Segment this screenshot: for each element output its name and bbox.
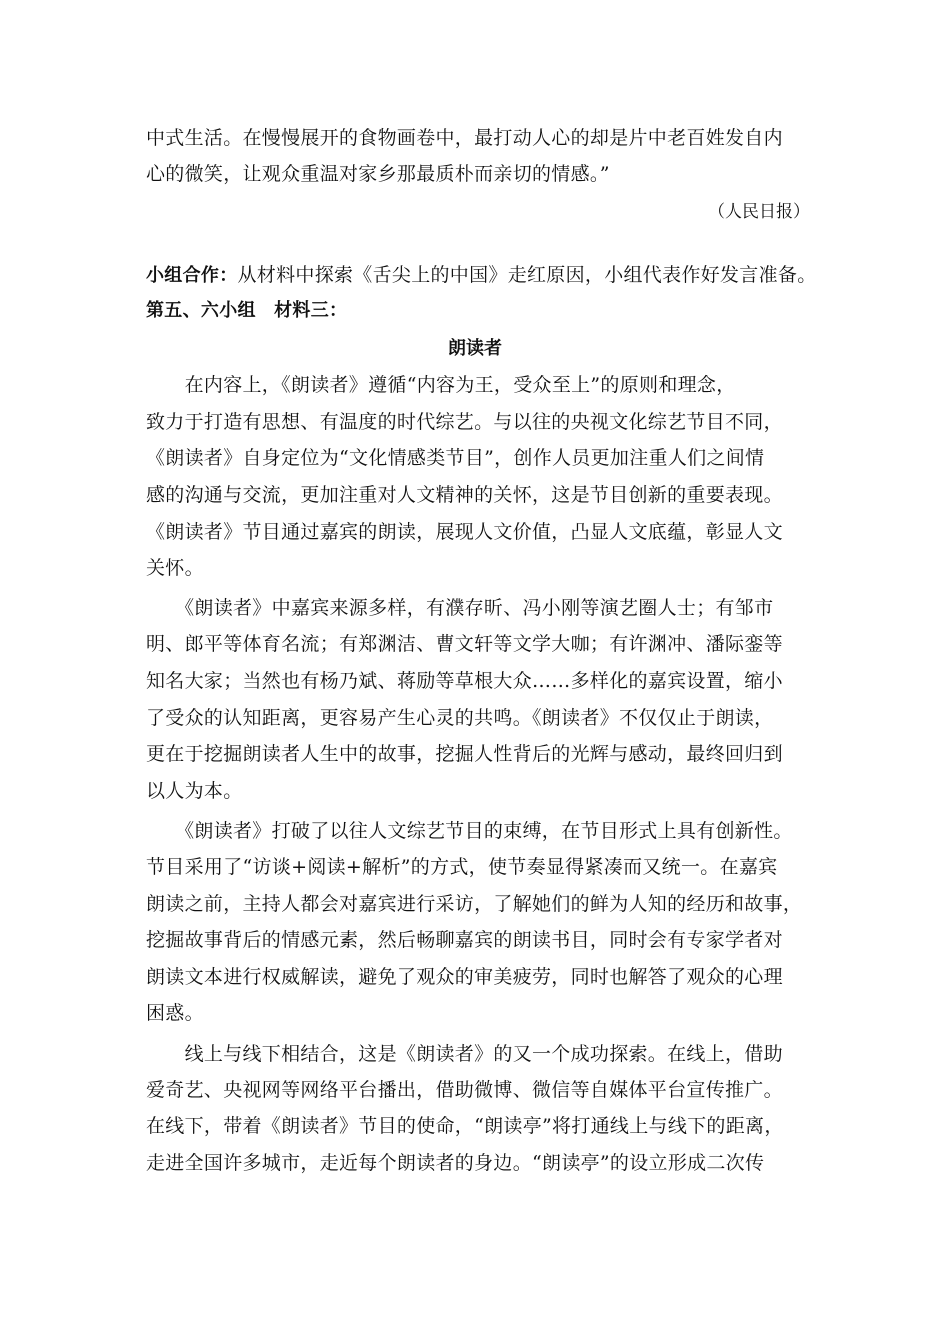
body-line: 在线下，带着《朗读者》节目的使命，“朗读亭”将打通线上与线下的距离， bbox=[146, 1115, 784, 1137]
body-line: 心的微笑，让观众重温对家乡那最质朴而亲切的情感。” bbox=[146, 163, 610, 185]
body-line: 困惑。 bbox=[146, 1002, 204, 1024]
body-line: 朗读之前，主持人都会对嘉宾进行采访，了解她们的鲜为人知的经历和故事， bbox=[146, 893, 803, 915]
material-title: 朗读者 bbox=[448, 338, 502, 359]
body-line: 《朗读者》自身定位为“文化情感类节目”，创作人员更加注重人们之间情 bbox=[146, 447, 765, 469]
group-task-label: 小组合作： bbox=[146, 265, 238, 286]
body-line: 中式生活。在慢慢展开的食物画卷中，最打动人心的却是片中老百姓发自内 bbox=[146, 127, 783, 149]
body-line: 走进全国许多城市，走近每个朗读者的身边。“朗读亭”的设立形成二次传 bbox=[146, 1152, 765, 1174]
body-line: 节目采用了“访谈+阅读+解析”的方式，使节奏显得紧凑而又统一。在嘉宾 bbox=[146, 856, 778, 878]
body-line: 《朗读者》中嘉宾来源多样，有濮存昕、冯小刚等演艺圈人士；有邹市 bbox=[146, 597, 774, 619]
body-line: 感的沟通与交流，更加注重对人文精神的关怀，这是节目创新的重要表现。 bbox=[146, 484, 783, 506]
group-task-text: 从材料中探索《舌尖上的中国》走红原因，小组代表作好发言准备。 bbox=[237, 264, 817, 286]
body-line: 《朗读者》打破了以往人文综艺节目的束缚，在节目形式上具有创新性。 bbox=[146, 820, 793, 842]
body-line: 爱奇艺、央视网等网络平台播出，借助微博、微信等自媒体平台宣传推广。 bbox=[146, 1079, 783, 1101]
section-heading: 第五、六小组 材料三： bbox=[146, 300, 348, 321]
body-line: 致力于打造有思想、有温度的时代综艺。与以往的央视文化综艺节目不同， bbox=[146, 411, 783, 433]
body-line: 以人为本。 bbox=[146, 780, 243, 802]
group-task bbox=[146, 263, 826, 288]
body-line: 朗读文本进行权威解读，避免了观众的审美疲劳，同时也解答了观众的心理 bbox=[146, 966, 783, 988]
source-citation: （人民日报） bbox=[708, 202, 810, 222]
body-line: 了受众的认知距离，更容易产生心灵的共鸣。《朗读者》不仅仅止于朗读， bbox=[146, 707, 774, 729]
body-line: 更在于挖掘朗读者人生中的故事，挖掘人性背后的光辉与感动，最终回归到 bbox=[146, 743, 783, 765]
body-line: 挖掘故事背后的情感元素，然后畅聊嘉宾的朗读书目，同时会有专家学者对 bbox=[146, 929, 783, 951]
body-line: 知名大家；当然也有杨乃斌、蒋励等草根大众……多样化的嘉宾设置，缩小 bbox=[146, 670, 783, 692]
body-line: 《朗读者》节目通过嘉宾的朗读，展现人文价值，凸显人文底蕴，彰显人文 bbox=[146, 521, 783, 543]
body-line: 明、郎平等体育名流；有郑渊洁、曹文轩等文学大咖；有许渊冲、潘际銮等 bbox=[146, 633, 783, 655]
body-line: 在内容上，《朗读者》遵循“内容为王，受众至上”的原则和理念， bbox=[146, 374, 736, 396]
body-line: 关怀。 bbox=[146, 557, 204, 579]
body-line: 线上与线下相结合，这是《朗读者》的又一个成功探索。在线上，借助 bbox=[146, 1043, 783, 1065]
